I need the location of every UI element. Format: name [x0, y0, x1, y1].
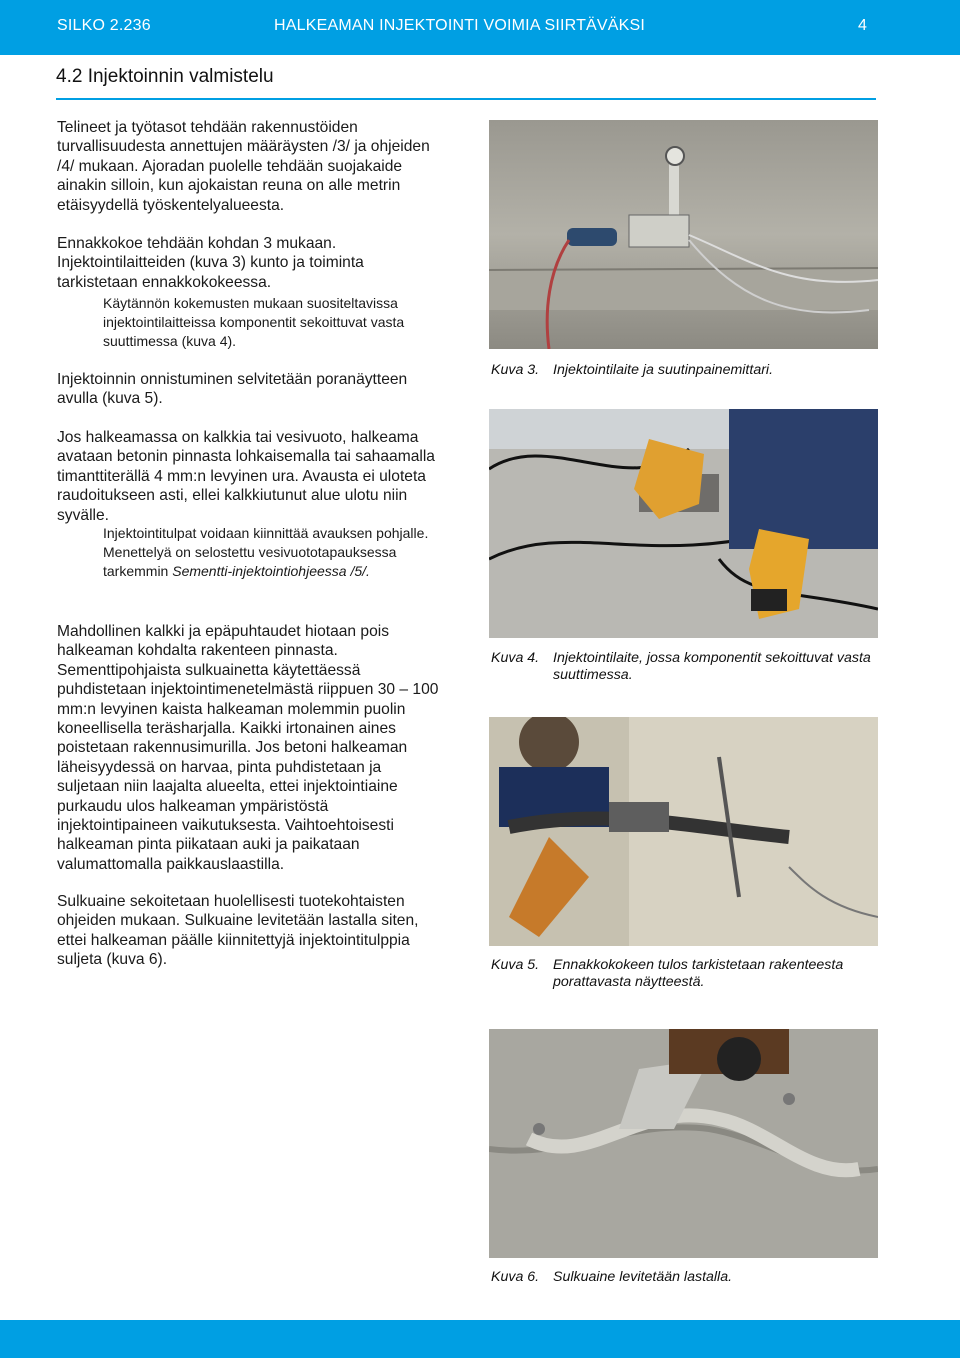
paragraph-text: Ennakkokoe tehdään kohdan 3 mukaan. Injektointilaitteiden (kuva 3) kunto ja toiminta tarkistetaan ennakkokokeessa.: [57, 235, 364, 291]
caption-label: Kuva 4.: [491, 650, 540, 666]
paragraph-text: Mahdollinen kalkki ja epäpuhtaudet hiotaan pois halkeaman kohdalta rakenteen pinnasta. Sementtipohjaista sulkuainetta käytettäessä puhdistetaan injektointimenetelmästä riippuen 30 – 100 mm:n levyinen kaista halkeaman molemmin puolin koneellisella teräsharjalla. Kaikki irtonainen aines poistetaan rakennusimurilla. Jos betoni halkeaman läheisyydessä on harvaa, pinta puhdistetaan ja suljetaan niin laajalta alueelta, ettei injektointiaine purkaudu ulos halkeaman ympäristöstä injektointipaineen vaikutuksesta. Vaihtoehtoisesti halkeaman pinta piikataan auki ja paikataan valumattomalla paikkauslaastilla.: [57, 623, 439, 873]
paragraph-core-sample: [57, 370, 444, 409]
paragraph-plugs: [57, 524, 444, 581]
header-bar: [0, 0, 960, 55]
paragraph-cleaning: [57, 622, 444, 874]
paragraph-text: Käytännön kokemusten mukaan suositeltavissa injektointilaitteissa komponentit sekoittuvat vasta suuttimessa (kuva 4).: [103, 295, 405, 349]
section-heading: 4.2 Injektoinnin valmistelu: [56, 66, 274, 87]
caption-label: Kuva 6.: [491, 1269, 540, 1285]
figure-caption: [491, 650, 886, 684]
paragraph-text: Injektoinnin onnistuminen selvitetään poranäytteen avulla (kuva 5).: [57, 371, 408, 408]
section-divider: [56, 98, 876, 100]
paragraph-scaffolding: [57, 118, 444, 215]
paragraph-text: [57, 524, 444, 581]
document-title: HALKEAMAN INJEKTOINTI VOIMIA SIIRTÄVÄKSI: [274, 17, 646, 34]
paragraph-crack-opening: [57, 428, 444, 525]
photo-core-drilling: [489, 717, 878, 946]
reference-link: Sementti-injektointiohjeessa /5/.: [172, 563, 370, 579]
caption-label: Kuva 5.: [491, 957, 540, 973]
paragraph-text: Jos halkeamassa on kalkkia tai vesivuoto, halkeama avataan betonin pinnasta lohkaisemalla tai sahaamalla timanttiterällä 4 mm:n levyinen ura. Avausta ei uloteta raudoitukseen asti, ellei kalkkiutunut alue ulotu niin syvälle.: [57, 429, 435, 524]
figure-caption: [491, 362, 886, 379]
photo-spatula-sealing: [489, 1029, 878, 1258]
document-code: SILKO 2.236: [57, 17, 151, 34]
paragraph-pretest: [57, 234, 444, 292]
caption-text: Sulkuaine levitetään lastalla.: [553, 1269, 733, 1285]
plugs-text: Injektointitulpat voidaan kiinnittää avauksen pohjalle. Menettelyä on selostettu vesivuototapauksessa tarkemmin: [103, 525, 429, 579]
figure-caption: [491, 957, 886, 991]
caption-label: Kuva 3.: [491, 362, 540, 378]
footer-bar: [0, 1320, 960, 1358]
paragraph-experience: [57, 294, 444, 351]
photo-mixing-nozzle: [489, 409, 878, 638]
caption-text: Injektointilaite, jossa komponentit sekoittuvat vasta suuttimessa.: [553, 650, 871, 683]
caption-text: Ennakkokokeen tulos tarkistetaan rakenteesta porattavasta näytteestä.: [553, 957, 844, 990]
paragraph-text: Sulkuaine sekoitetaan huolellisesti tuotekohtaisten ohjeiden mukaan. Sulkuaine levitetään lastalla siten, ettei halkeaman päälle kiinnitettyjä injektointitulppia suljeta (kuva 6).: [57, 893, 419, 969]
paragraph-text: Telineet ja työtasot tehdään rakennustöiden turvallisuudesta annettujen määräysten /3/ ja ohjeiden /4/ mukaan. Ajoradan puolelle tehdään suojakaide ainakin silloin, kun ajokaistan reuna on alle metrin etäisyydellä työskentelyalueesta.: [57, 119, 430, 214]
figure-caption: [491, 1269, 886, 1286]
paragraph-sealing: [57, 892, 444, 970]
page-number: 4: [858, 17, 868, 34]
caption-text: Injektointilaite ja suutinpainemittari.: [553, 362, 774, 378]
photo-injection-device: [489, 120, 878, 349]
